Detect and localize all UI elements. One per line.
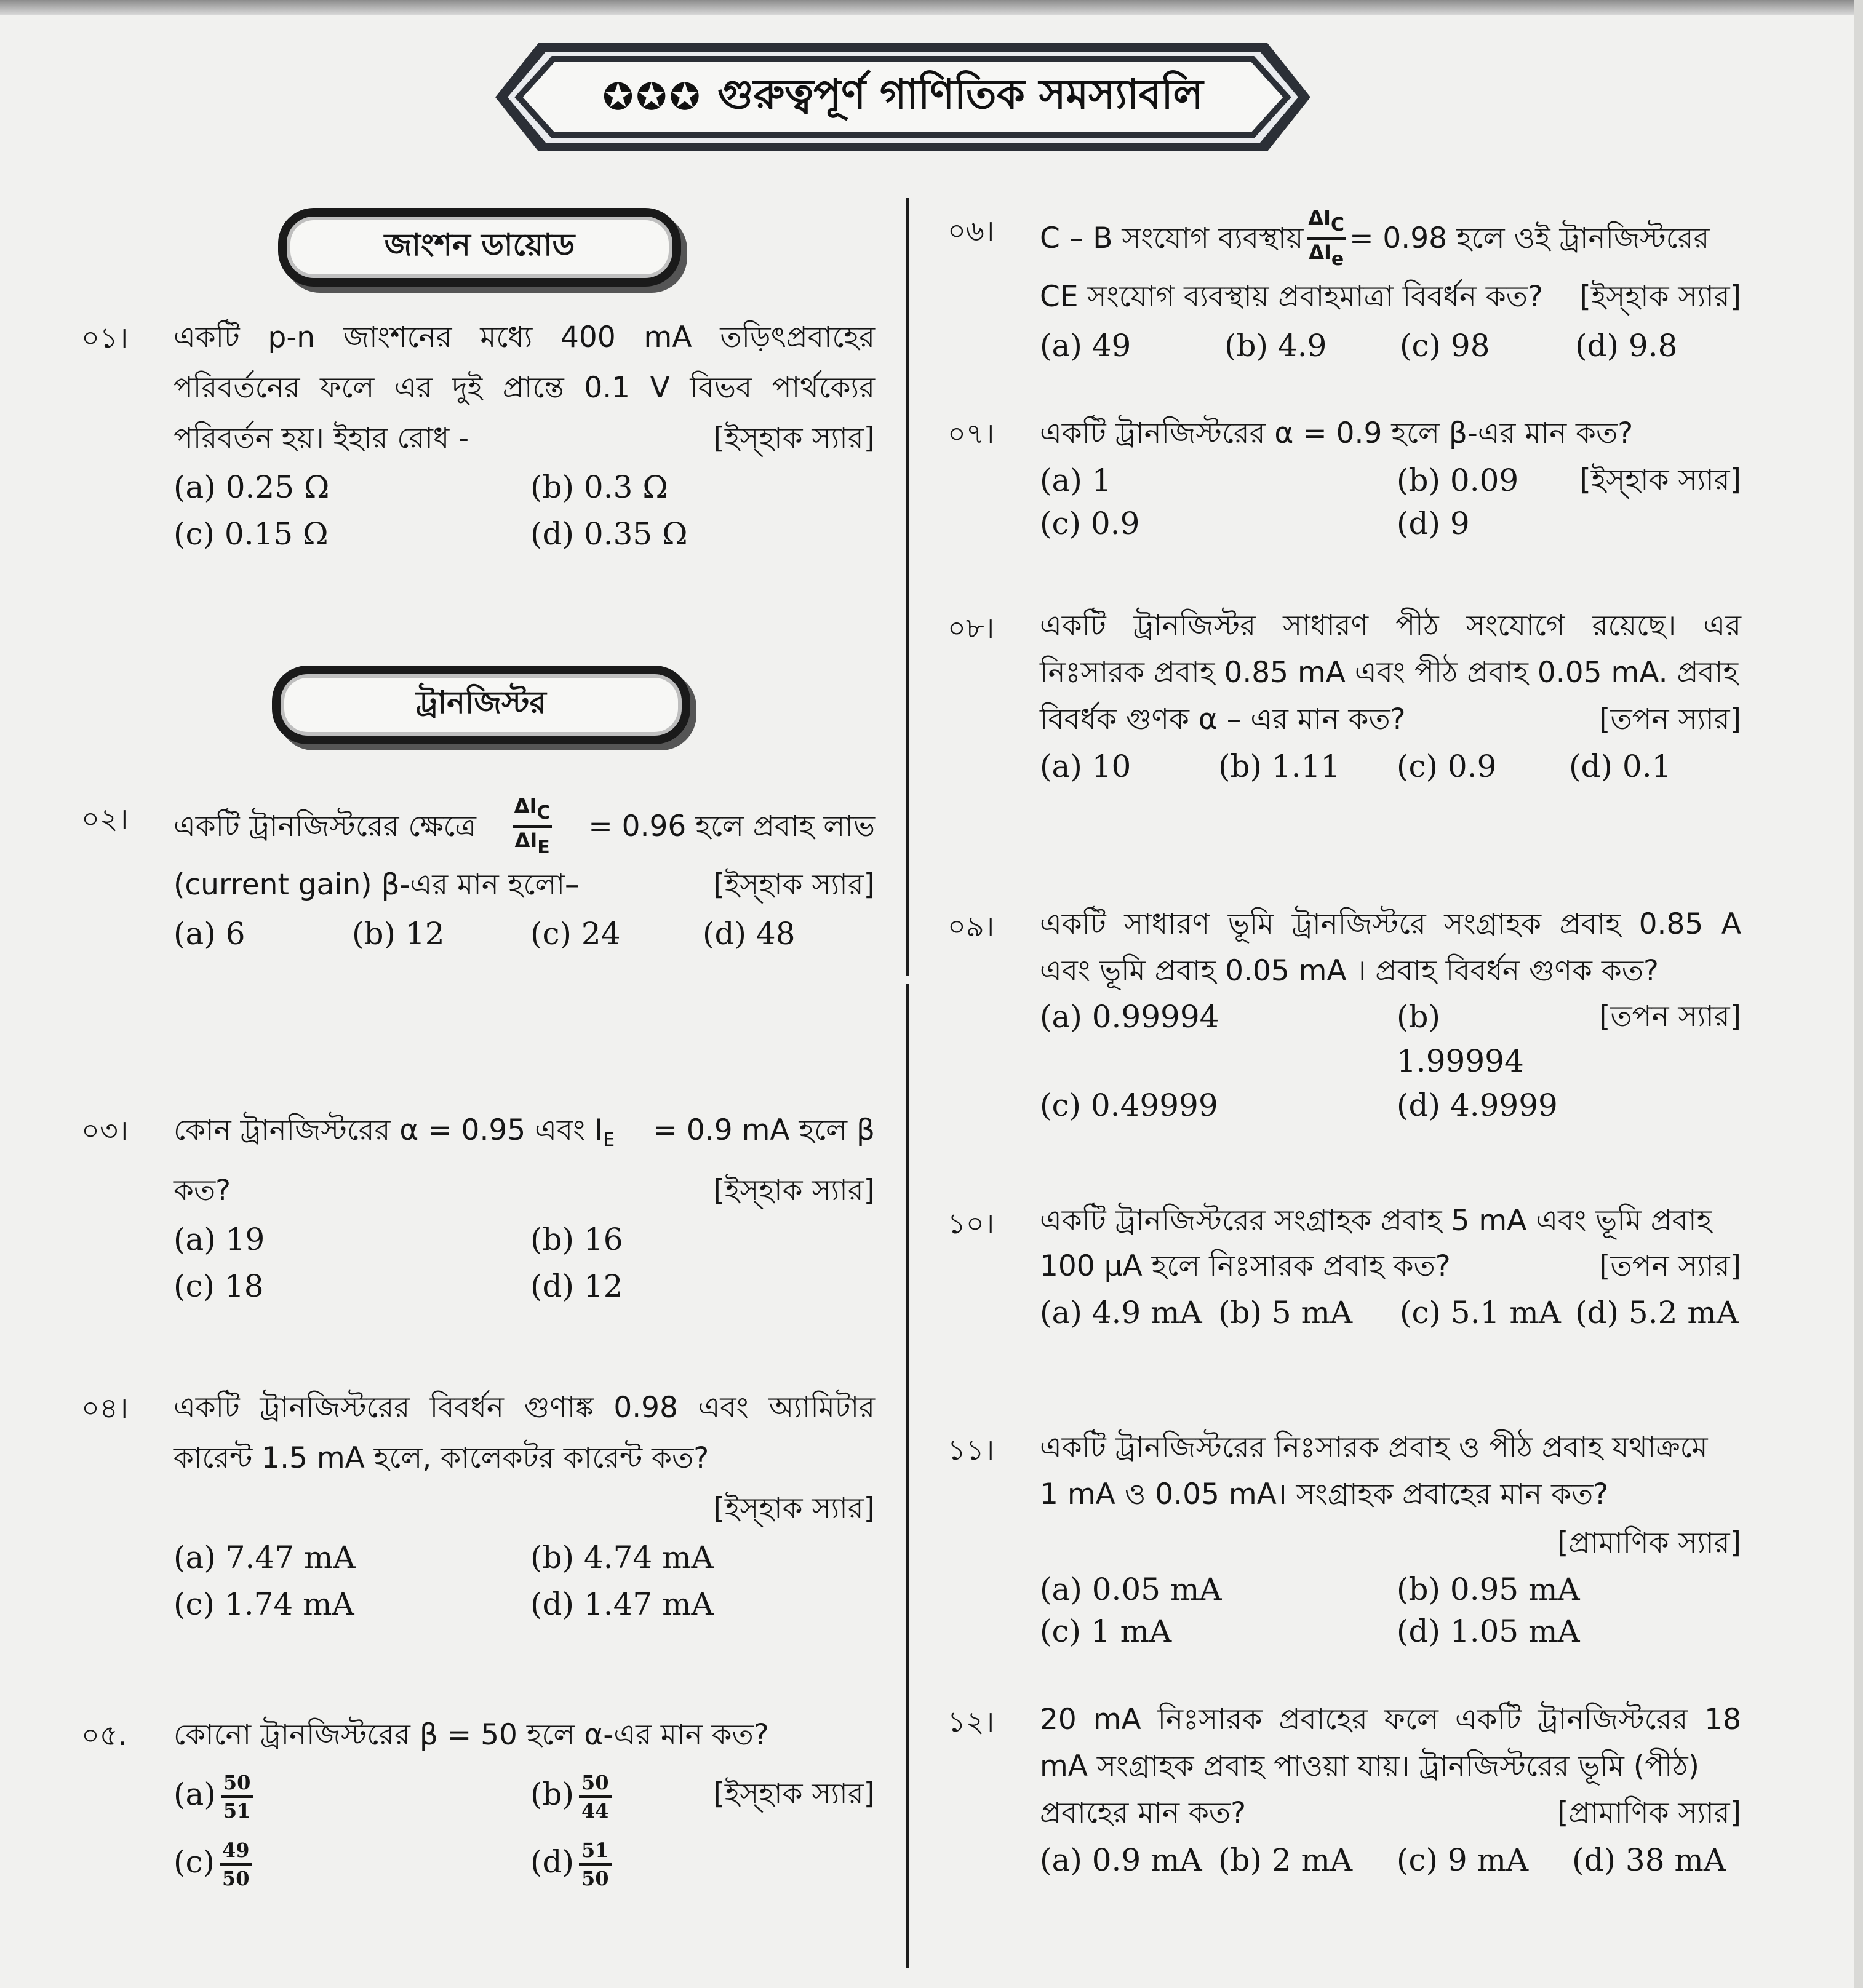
option-a: (a) 4.9 mA: [1040, 1295, 1202, 1330]
option-d: (d) 9: [1397, 506, 1470, 541]
option-d: (d) 4.9999: [1397, 1087, 1558, 1123]
column-divider-lower: [906, 984, 909, 1968]
question-text: 20 mA নিঃসারক প্রবাহের ফলে একটি ট্রানজিস্টরের 18 mA সংগ্রাহক প্রবাহ পাওয়া যায়। ট্রানজিস্টরের ভূমি (পীঠ): [1040, 1703, 1741, 1783]
question-05: [81, 1710, 875, 1896]
option-b: (b) 12: [352, 916, 445, 952]
option-c: (c) 0.15 Ω: [174, 516, 329, 552]
option-b: (b) 2 mA: [1218, 1842, 1353, 1878]
question-text-line2: 1 mA ও 0.05 mA। সংগ্রাহক প্রবাহের মান কত?: [1040, 1477, 1609, 1511]
option-b: (b) 0.95 mA: [1397, 1572, 1580, 1607]
option-c: (c) 98: [1400, 328, 1490, 364]
star-icons: ✪✪✪: [602, 76, 703, 119]
question-10: [947, 1198, 1741, 1336]
fraction-denominator: 44: [581, 1799, 609, 1823]
fraction-denominator: ΔI: [1309, 241, 1331, 264]
option-d: (d) 1.47 mA: [530, 1586, 714, 1622]
question-text: একটি ট্রানজিস্টরের নিঃসারক প্রবাহ ও পীঠ প্রবাহ যথাক্রমে: [1040, 1431, 1708, 1465]
question-text-end: = 0.98 হলে ওই ট্রানজিস্টরের: [1349, 221, 1710, 255]
option-a: (a) 1: [1040, 463, 1112, 498]
question-source: [তপন স্যার]: [1599, 1000, 1741, 1033]
question-source: [তপন স্যার]: [1599, 1249, 1741, 1283]
option-a: (a) 0.25 Ω: [174, 469, 330, 505]
option-d: (d) 48: [703, 916, 796, 952]
option-a: (a) 0.99994: [1040, 999, 1219, 1035]
banner-title: গুরুত্বপূর্ণ গাণিতিক সমস্যাবলি: [717, 71, 1203, 118]
question-text: একটি সাধারণ ভূমি ট্রানজিস্টরে সংগ্রাহক প্রবাহ 0.85 A: [1040, 907, 1741, 941]
option-c: (c) 0.9: [1397, 749, 1497, 784]
option-b: [530, 1760, 709, 1828]
fraction-denominator: 51: [223, 1799, 251, 1823]
question-text-start: C – B সংযোগ ব্যবস্থায়: [1040, 221, 1304, 255]
question-12: [947, 1696, 1741, 1883]
question-number: ০৯।: [947, 910, 995, 943]
fraction-numerator: ΔI: [514, 794, 537, 817]
question-source: [ইস্হাক স্যার]: [713, 1492, 875, 1525]
fraction-numerator: 51: [579, 1837, 612, 1866]
option-d: (d) 38 mA: [1572, 1842, 1726, 1878]
question-number: ১২।: [947, 1705, 995, 1738]
option-a: (a) 0.9 mA: [1040, 1842, 1202, 1878]
question-text-line2: (current gain) β-এর মান হলো–: [174, 868, 580, 902]
question-07: [947, 408, 1741, 545]
question-source: [ইস্হাক স্যার]: [1579, 280, 1741, 314]
option-c: [174, 1828, 530, 1896]
question-source: [ইস্হাক স্যার]: [713, 1174, 875, 1207]
question-source: [ইস্হাক স্যার]: [713, 868, 875, 902]
option-b: (b) 1.99994: [1397, 999, 1524, 1079]
option-d: (d) 12: [530, 1268, 623, 1304]
question-text-start: একটি ট্রানজিস্টরের ক্ষেত্রে: [174, 809, 476, 843]
option-b: (b) 5 mA: [1218, 1295, 1353, 1330]
question-text-end: = 0.96 হলে প্রবাহ লাভ: [588, 809, 875, 843]
option-d: [530, 1828, 709, 1896]
option-label: (b): [530, 1776, 575, 1812]
option-c: (c) 24: [530, 916, 621, 952]
question-source: [ইস্হাক স্যার]: [1579, 463, 1741, 497]
question-text: একটি p-n জাংশনের মধ্যে 400 mA তড়িৎপ্রবাহের পরিবর্তনের ফলে এর দুই প্রান্তে 0.1 V বিভব পার্থক্যের পরিবর্তন হয়। ইহার রোধ -: [174, 320, 875, 455]
title-banner: [489, 36, 1317, 159]
question-number: ০৫.: [81, 1719, 127, 1752]
question-01: [81, 312, 875, 557]
question-source: [প্রামাণিক স্যার]: [1557, 1526, 1741, 1560]
question-text: একটি ট্রানজিস্টরের α = 0.9 হলে β-এর মান কত?: [1040, 416, 1634, 450]
option-b: (b) 0.3 Ω: [530, 469, 668, 505]
option-label: (c): [174, 1844, 215, 1880]
question-text-line2: এবং ভূমি প্রবাহ 0.05 mA । প্রবাহ বিবর্ধন গুণক কত?: [1040, 954, 1659, 988]
question-number: ১০।: [947, 1207, 995, 1240]
option-a: (a) 49: [1040, 328, 1131, 364]
question-text: একটি ট্রানজিস্টর সাধারণ পীঠ সংযোগে রয়েছে। এর নিঃসারক প্রবাহ 0.85 mA এবং পীঠ প্রবাহ 0.05 mA. প্রবাহ: [1040, 609, 1741, 690]
question-08: [947, 603, 1741, 790]
option-d: (d) 0.35 Ω: [530, 516, 688, 552]
option-c: (c) 5.1 mA: [1400, 1295, 1561, 1330]
question-source: [ইস্হাক স্যার]: [713, 421, 875, 455]
question-source: [ইস্হাক স্যার]: [713, 1777, 875, 1811]
fraction-numerator: 50: [221, 1770, 253, 1798]
option-c: (c) 0.49999: [1040, 1087, 1218, 1123]
question-number: ১১।: [947, 1433, 995, 1466]
option-a: (a) 6: [174, 916, 245, 952]
question-11: [947, 1425, 1741, 1652]
question-text-line2: CE সংযোগ ব্যবস্থায় প্রবাহমাত্রা বিবর্ধন কত?: [1040, 280, 1543, 314]
option-b: (b) 1.11: [1218, 749, 1341, 784]
delta-ic-over-delta-ie-fraction: [1307, 205, 1346, 272]
fraction-denominator: 50: [222, 1867, 250, 1890]
question-text-start: কোন ট্রানজিস্টরের α = 0.95 এবং I: [174, 1113, 604, 1147]
question-number: ০৮।: [947, 611, 995, 645]
option-a: (a) 19: [174, 1222, 265, 1257]
page-right-edge: [1854, 0, 1863, 1988]
question-02: [81, 793, 875, 957]
option-c: (c) 0.9: [1040, 506, 1140, 541]
question-06: [947, 205, 1741, 369]
option-c: (c) 1.74 mA: [174, 1586, 354, 1622]
numerator-subscript: C: [537, 802, 551, 824]
option-b: (b) 4.74 mA: [530, 1540, 714, 1575]
question-text-line2: বিবর্ধক গুণক α – এর মান কত?: [1040, 702, 1406, 736]
question-09: [947, 901, 1741, 1127]
question-text-end: = 0.9 mA হলে β: [653, 1113, 875, 1147]
question-number: ০৩।: [81, 1114, 129, 1147]
option-a: [174, 1760, 530, 1828]
option-a: (a) 0.05 mA: [1040, 1572, 1222, 1607]
section-header-junction-diode: জাংশন ডায়োড: [278, 208, 681, 287]
fraction-denominator: 50: [581, 1867, 609, 1890]
option-label: (d): [530, 1844, 575, 1880]
numerator-subscript: C: [1331, 214, 1345, 236]
column-divider-upper: [906, 198, 909, 976]
question-number: ০১।: [81, 321, 129, 354]
option-b: (b) 4.9: [1224, 328, 1327, 364]
option-c: (c) 9 mA: [1397, 1842, 1529, 1878]
fraction-numerator: 50: [579, 1770, 612, 1798]
question-source: [তপন স্যার]: [1599, 702, 1741, 736]
option-b: (b) 16: [530, 1222, 623, 1257]
question-04: [81, 1383, 875, 1628]
question-text: কোনো ট্রানজিস্টরের β = 50 হলে α-এর মান কত?: [174, 1718, 769, 1752]
question-text-line2: কারেন্ট 1.5 mA হলে, কালেকটর কারেন্ট কত?: [174, 1441, 709, 1475]
fraction-denominator: ΔI: [514, 829, 538, 852]
question-number: ০৪।: [81, 1391, 129, 1425]
question-text-line2: প্রবাহের মান কত?: [1040, 1796, 1247, 1830]
denominator-subscript: e: [1331, 248, 1344, 270]
delta-ic-over-delta-ie-fraction: [513, 793, 552, 860]
denominator-subscript: E: [537, 837, 550, 858]
page-top-edge: [0, 0, 1863, 15]
fraction-numerator: ΔI: [1308, 206, 1331, 229]
fraction-numerator: 49: [220, 1837, 252, 1866]
option-c: (c) 18: [174, 1268, 264, 1304]
option-a: (a) 10: [1040, 749, 1131, 784]
option-d: (d) 9.8: [1575, 328, 1678, 364]
option-label: (a): [174, 1776, 216, 1812]
option-a: (a) 7.47 mA: [174, 1540, 356, 1575]
option-d: (d) 1.05 mA: [1397, 1613, 1580, 1649]
question-text: একটি ট্রানজিস্টরের বিবর্ধন গুণাঙ্ক 0.98 এবং অ্যামিটার: [174, 1391, 875, 1425]
question-03: [81, 1105, 875, 1310]
question-number: ০৬।: [947, 214, 995, 247]
question-number: ০৭।: [947, 417, 995, 450]
question-text-line2: কত?: [174, 1174, 231, 1207]
option-c: (c) 1 mA: [1040, 1613, 1172, 1649]
option-d: (d) 5.2 mA: [1575, 1295, 1739, 1330]
ie-subscript: E: [603, 1129, 615, 1151]
question-text: একটি ট্রানজিস্টরের সংগ্রাহক প্রবাহ 5 mA এবং ভূমি প্রবাহ: [1040, 1204, 1712, 1238]
option-d: (d) 0.1: [1569, 749, 1672, 784]
option-b: (b) 0.09: [1397, 463, 1519, 498]
question-number: ০২।: [81, 802, 129, 835]
section-header-transistor: ট্রানজিস্টর: [272, 666, 690, 744]
question-source: [প্রামাণিক স্যার]: [1557, 1796, 1741, 1830]
question-text-line2: 100 μA হলে নিঃসারক প্রবাহ কত?: [1040, 1249, 1451, 1283]
